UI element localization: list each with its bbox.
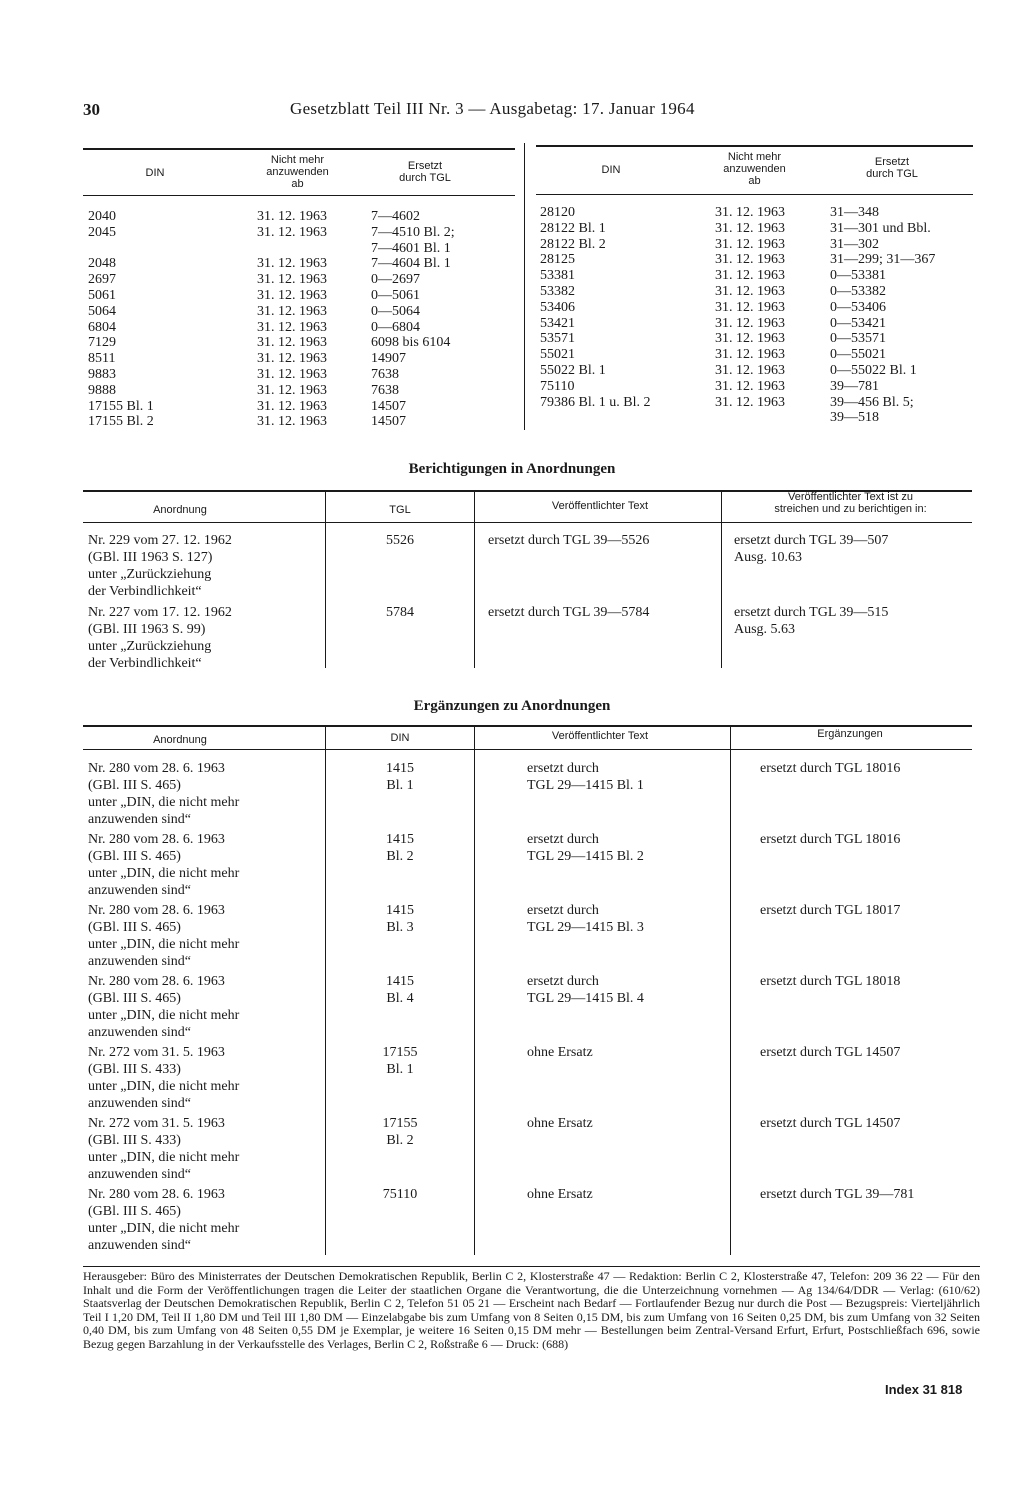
din-table-column-divider (524, 143, 525, 430)
ersetzt-col-header-right: Ersetzt durch TGL (866, 156, 918, 180)
din-row-left-tgl: 7—4602 (371, 209, 420, 224)
anordnung-col-header-2: Anordnung (153, 734, 207, 746)
din-row-right-date: 31. 12. 1963 (715, 363, 785, 378)
din-row-left-tgl: 14507 (371, 414, 406, 430)
din-table-top-rule-left (83, 148, 515, 150)
din-row-right-tgl: 31—302 (830, 236, 879, 252)
ergaenzungen-col-header: Ergänzungen (817, 728, 883, 740)
din-row-left-date: 31. 12. 1963 (257, 335, 327, 351)
ergaenzungen-header-rule (83, 749, 972, 750)
ergaenzung-din: 1415 Bl. 3 (386, 903, 414, 935)
ergaenzung-din: 1415 Bl. 1 (386, 761, 414, 793)
berichtigung-text: ersetzt durch TGL 39—5526 (488, 533, 650, 548)
din-row-left-date: 31. 12. 1963 (257, 303, 327, 319)
din-row-right-tgl: 0—53382 (830, 284, 886, 299)
berichtigung-tgl: 5526 (386, 533, 414, 548)
din-row-right-date: 31. 12. 1963 (715, 347, 785, 363)
din-row-left-date: 31. 12. 1963 (257, 414, 327, 430)
din-row-left-date: 31. 12. 1963 (257, 367, 327, 382)
din-row-right-din: 28122 Bl. 2 (540, 236, 606, 252)
din-row-left-tgl: 0—2697 (371, 272, 420, 288)
ergaenzung-text: ersetzt durch TGL 29—1415 Bl. 4 (527, 974, 644, 1006)
din-row-left-date: 31. 12. 1963 (257, 351, 327, 367)
footer-rule (83, 1266, 980, 1267)
tgl-col-header: TGL (389, 504, 411, 516)
din-row-right-din: 79386 Bl. 1 u. Bl. 2 (540, 394, 651, 410)
din-row-left-din: 9888 (88, 382, 116, 398)
ergaenzungen-divider-3 (730, 725, 731, 1255)
din-col-header-right: DIN (601, 164, 621, 176)
din-row-left-tgl: 7—4510 Bl. 2; 7—4601 Bl. 1 (371, 224, 455, 256)
din-row-right-date: 31. 12. 1963 (715, 299, 785, 315)
din-table-top-rule-right (536, 145, 973, 147)
din-row-right-din: 53571 (540, 331, 575, 347)
din-row-right-tgl: 0—53381 (830, 268, 886, 284)
din-row-right-date: 31. 12. 1963 (715, 252, 785, 268)
berichtigung-anordnung: Nr. 229 vom 27. 12. 1962 (GBl. III 1963 S. 127) unter „Zurückziehung der Verbindlichkeit“ (88, 533, 232, 599)
din-row-right-din: 28120 (540, 205, 575, 220)
ergaenzung-text: ohne Ersatz (527, 1045, 593, 1060)
berichtigungen-divider-2 (474, 490, 475, 668)
page-number: 30 (83, 100, 100, 119)
ergaenzungen-divider-2 (474, 725, 475, 1255)
din-row-left-tgl: 14907 (371, 351, 406, 367)
ergaenzungen-title: Ergänzungen zu Anordnungen (413, 698, 611, 714)
din-row-left-din: 2697 (88, 272, 116, 288)
din-row-left-din: 2045 (88, 224, 116, 240)
ergaenzungen-divider-1 (325, 725, 326, 1255)
din-row-right-din: 28122 Bl. 1 (540, 220, 606, 236)
nicht-mehr-col-header: Nicht mehr anzuwenden ab (266, 154, 329, 190)
ergaenzung-text: ersetzt durch TGL 29—1415 Bl. 2 (527, 832, 644, 864)
page-header-title: Gesetzblatt Teil III Nr. 3 — Ausgabetag: 17. Januar 1964 (290, 99, 695, 118)
din-row-right-tgl: 31—348 (830, 205, 879, 220)
din-col-header: DIN (145, 167, 165, 179)
ergaenzung-anordnung: Nr. 280 vom 28. 6. 1963 (GBl. III S. 465) unter „DIN, die nicht mehr anzuwenden sind“ (88, 761, 240, 827)
ergaenzung-erg: ersetzt durch TGL 18016 (760, 761, 901, 776)
berichtigung-correct: ersetzt durch TGL 39—507 Ausg. 10.63 (734, 533, 889, 565)
berichtigungen-title: Berichtigungen in Anordnungen (408, 461, 616, 477)
din-row-left-date: 31. 12. 1963 (257, 224, 327, 240)
berichtigung-tgl: 5784 (386, 605, 414, 620)
din-row-right-date: 31. 12. 1963 (715, 205, 785, 220)
din-row-right-din: 55021 (540, 347, 575, 363)
ergaenzung-erg: ersetzt durch TGL 18018 (760, 974, 901, 989)
ergaenzung-anordnung: Nr. 272 vom 31. 5. 1963 (GBl. III S. 433) unter „DIN, die nicht mehr anzuwenden sind“ (88, 1045, 240, 1111)
ergaenzung-anordnung: Nr. 280 vom 28. 6. 1963 (GBl. III S. 465) unter „DIN, die nicht mehr anzuwenden sind“ (88, 903, 240, 969)
din-row-left-tgl: 0—5064 (371, 303, 420, 319)
berichtigungen-divider-3 (721, 490, 722, 668)
din-row-right-tgl: 0—53571 (830, 331, 886, 347)
din-row-left-date: 31. 12. 1963 (257, 398, 327, 414)
din-row-left-din: 2040 (88, 209, 116, 224)
ergaenzung-din: 75110 (382, 1187, 418, 1202)
ergaenzung-din: 17155 Bl. 2 (382, 1116, 418, 1148)
din-row-right-din: 53421 (540, 315, 575, 331)
ergaenzung-din: 1415 Bl. 4 (386, 974, 414, 1006)
ergaenzung-erg: ersetzt durch TGL 39—781 (760, 1187, 915, 1202)
din-row-left-date: 31. 12. 1963 (257, 319, 327, 335)
din-row-left-din: 7129 (88, 335, 116, 351)
din-row-right-din: 53406 (540, 299, 575, 315)
ergaenzung-text: ohne Ersatz (527, 1187, 593, 1202)
ergaenzung-din: 17155 Bl. 1 (382, 1045, 418, 1077)
din-row-right-date: 31. 12. 1963 (715, 284, 785, 299)
din-row-left-din: 17155 Bl. 1 (88, 398, 154, 414)
ergaenzung-anordnung: Nr. 272 vom 31. 5. 1963 (GBl. III S. 433) unter „DIN, die nicht mehr anzuwenden sind“ (88, 1116, 240, 1182)
veroeffentlichter-text-col-header: Veröffentlichter Text (551, 500, 649, 512)
ergaenzung-text: ersetzt durch TGL 29—1415 Bl. 1 (527, 761, 644, 793)
anordnung-col-header: Anordnung (153, 504, 207, 516)
veroeffentlichter-text-col-header-2: Veröffentlichter Text (551, 730, 649, 742)
din-row-left-tgl: 7—4604 Bl. 1 (371, 256, 451, 272)
berichtigung-correct: ersetzt durch TGL 39—515 Ausg. 5.63 (734, 605, 889, 637)
din-row-left-date: 31. 12. 1963 (257, 288, 327, 303)
berichtigungen-divider-1 (325, 490, 326, 668)
din-row-right-din: 28125 (540, 252, 575, 268)
din-row-left-date: 31. 12. 1963 (257, 382, 327, 398)
din-row-right-date: 31. 12. 1963 (715, 331, 785, 347)
din-row-left-date: 31. 12. 1963 (257, 272, 327, 288)
ergaenzung-erg: ersetzt durch TGL 14507 (760, 1116, 901, 1131)
din-col-header-2: DIN (390, 732, 410, 744)
index-number: Index 31 818 (885, 1382, 963, 1397)
ergaenzung-din: 1415 Bl. 2 (386, 832, 414, 864)
din-row-left-tgl: 6098 bis 6104 (371, 335, 451, 351)
berichtigung-text: ersetzt durch TGL 39—5784 (488, 605, 650, 620)
din-row-right-tgl: 31—299; 31—367 (830, 252, 936, 268)
nicht-mehr-col-header-right: Nicht mehr anzuwenden ab (723, 151, 786, 187)
din-row-left-din: 5064 (88, 303, 116, 319)
din-row-right-tgl: 0—55022 Bl. 1 (830, 363, 917, 378)
din-row-right-date: 31. 12. 1963 (715, 220, 785, 236)
ergaenzung-anordnung: Nr. 280 vom 28. 6. 1963 (GBl. III S. 465) unter „DIN, die nicht mehr anzuwenden sind“ (88, 1187, 240, 1253)
din-row-right-date: 31. 12. 1963 (715, 268, 785, 284)
din-row-right-date: 31. 12. 1963 (715, 236, 785, 252)
ergaenzung-text: ersetzt durch TGL 29—1415 Bl. 3 (527, 903, 644, 935)
ersetzt-col-header: Ersetzt durch TGL (399, 160, 451, 184)
ergaenzung-erg: ersetzt durch TGL 18016 (760, 832, 901, 847)
ergaenzung-erg: ersetzt durch TGL 14507 (760, 1045, 901, 1060)
din-row-left-tgl: 7638 (371, 367, 399, 382)
din-row-left-date: 31. 12. 1963 (257, 256, 327, 272)
din-row-right-tgl: 39—781 (830, 378, 879, 394)
ergaenzung-anordnung: Nr. 280 vom 28. 6. 1963 (GBl. III S. 465) unter „DIN, die nicht mehr anzuwenden sind“ (88, 974, 240, 1040)
din-table-header-rule-right (536, 194, 973, 195)
din-row-right-din: 53381 (540, 268, 575, 284)
din-row-right-date: 31. 12. 1963 (715, 394, 785, 410)
din-row-right-tgl: 39—456 Bl. 5; 39—518 (830, 394, 914, 426)
berichtigen-col-header: Veröffentlichter Text ist zu streichen und zu berichtigen in: (774, 491, 927, 515)
din-row-left-tgl: 0—6804 (371, 319, 420, 335)
din-row-left-din: 5061 (88, 288, 116, 303)
din-row-right-tgl: 31—301 und Bbl. (830, 220, 931, 236)
din-row-right-date: 31. 12. 1963 (715, 378, 785, 394)
din-row-left-tgl: 14507 (371, 398, 406, 414)
din-row-left-din: 8511 (88, 351, 116, 367)
berichtigung-anordnung: Nr. 227 vom 17. 12. 1962 (GBl. III 1963 S. 99) unter „Zurückziehung der Verbindlichkeit“ (88, 605, 232, 671)
ergaenzung-text: ohne Ersatz (527, 1116, 593, 1131)
din-row-left-din: 6804 (88, 319, 116, 335)
din-row-right-din: 53382 (540, 284, 575, 299)
ergaenzung-erg: ersetzt durch TGL 18017 (760, 903, 901, 918)
ergaenzung-anordnung: Nr. 280 vom 28. 6. 1963 (GBl. III S. 465) unter „DIN, die nicht mehr anzuwenden sind“ (88, 832, 240, 898)
din-row-left-din: 17155 Bl. 2 (88, 414, 154, 430)
din-row-right-din: 75110 (540, 378, 575, 394)
din-row-right-tgl: 0—53421 (830, 315, 886, 331)
din-table-header-rule-left (83, 195, 515, 196)
din-row-left-tgl: 7638 (371, 382, 399, 398)
din-row-right-date: 31. 12. 1963 (715, 315, 785, 331)
din-row-left-din: 9883 (88, 367, 116, 382)
din-row-right-din: 55022 Bl. 1 (540, 363, 606, 378)
din-row-left-tgl: 0—5061 (371, 288, 420, 303)
ergaenzungen-top-rule (83, 725, 972, 727)
din-row-left-din: 2048 (88, 256, 116, 272)
berichtigungen-header-rule (83, 522, 972, 523)
din-row-left-date: 31. 12. 1963 (257, 209, 327, 224)
din-row-right-tgl: 0—55021 (830, 347, 886, 363)
din-row-right-tgl: 0—53406 (830, 299, 886, 315)
imprint-text: Herausgeber: Büro des Ministerrates der Deutschen Demokratischen Republik, Berlin C 2, Klosterstraße 47 — Redaktion: Berlin C 2, Klosterstraße 47, Telefon: 209 36 22 — Für den Inhalt und die Form der Veröffentlichungen tragen die Leiter der staatlichen Organe die Verantwortung, die die Unterzeichnung vornehmen — Ag 134/64/DDR — Verlag: (610/62) Staatsverlag der Deutschen Demokratischen Republik, Berlin C 2, Telefon 51 05 21 — Erscheint nach Bedarf — Fortlaufender Bezug nur durch die Post — Bezugspreis: Vierteljährlich Teil I 1,20 DM, Teil II 1,80 DM und Teil III 1,80 DM — Einzelabgabe bis zum Umfang von 8 Seiten 0,15 DM, bis zum Umfang von 16 Seiten 0,25 DM, bis zum Umfang von 32 Seiten 0,40 DM, bis zum Umfang von 48 Seiten 0,55 DM je Exemplar, je weitere 16 Seiten 0,15 DM mehr — Bestellungen beim Zentral-Versand Erfurt, Erfurt, Postschließfach 696, sowie Bezug gegen Barzahlung in der Verkaufsstelle des Verlages, Berlin C 2, Roßstraße 6 — Druck: (688) (83, 1269, 980, 1351)
